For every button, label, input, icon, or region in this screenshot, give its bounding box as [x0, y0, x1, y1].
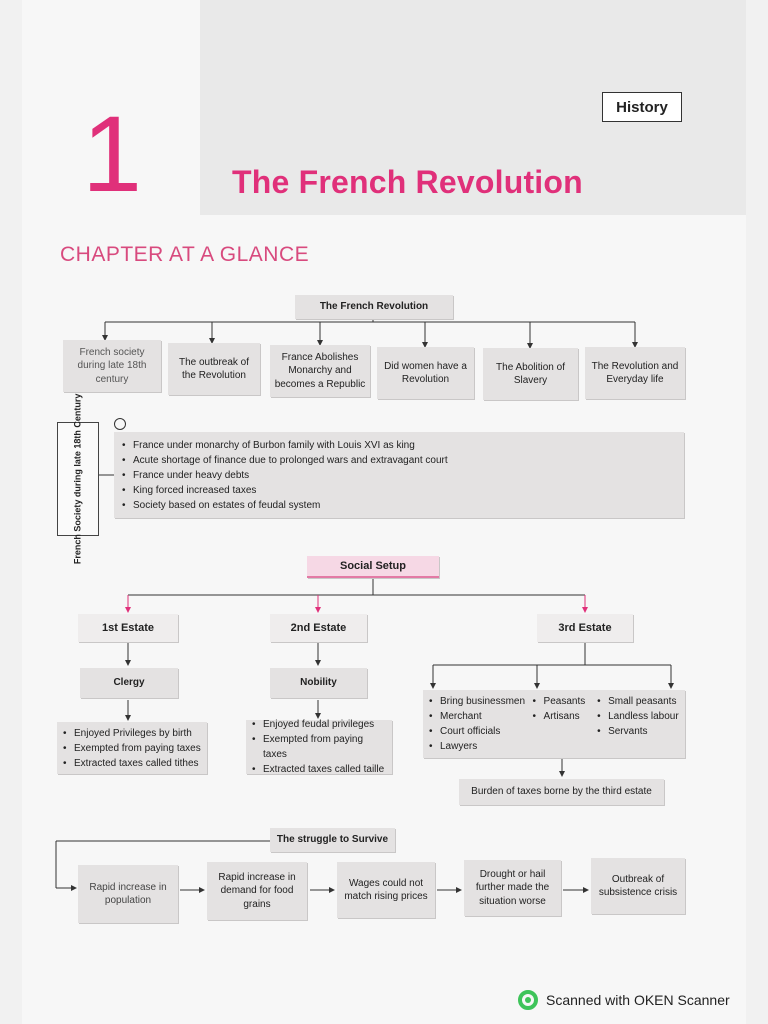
third-estate-groups: [423, 690, 685, 758]
list-item: • Exempted from paying taxes: [63, 741, 201, 756]
list-item: • Merchant: [429, 709, 527, 724]
topic-node: The Revolution and Everyday life: [585, 347, 685, 399]
chapter-title: The French Revolution: [232, 164, 583, 200]
list-item: • Artisans: [533, 709, 592, 724]
circle-marker-icon: [114, 418, 126, 430]
root-node: The French Revolution: [295, 295, 453, 319]
list-item: • Enjoyed feudal privileges: [252, 717, 388, 732]
list-item: • Bring businessmen: [429, 694, 527, 709]
french-society-label: French Society during late 18th Century: [57, 422, 99, 536]
list-item: • King forced increased taxes: [122, 483, 448, 498]
list-item: • France under monarchy of Burbon family with Louis XVI as king: [122, 438, 448, 453]
scanner-text: Scanned with OKEN Scanner: [546, 992, 730, 1008]
list-item: • Society based on estates of feudal system: [122, 498, 448, 513]
list-item: • Extracted taxes called tithes: [63, 756, 201, 771]
topic-node: French society during late 18th century: [63, 340, 161, 392]
flow-step: Outbreak of subsistence crisis: [591, 858, 685, 914]
flow-step: Rapid increase in demand for food grains: [207, 862, 307, 920]
topic-node: The Abolition of Slavery: [483, 348, 578, 400]
subject-label: History: [602, 92, 682, 122]
topic-node: France Abolishes Monarchy and becomes a Republic: [270, 345, 370, 397]
list-item: • Lawyers: [429, 739, 527, 754]
list-item: • France under heavy debts: [122, 468, 448, 483]
topic-node: The outbreak of the Revolution: [168, 343, 260, 395]
list-item: • Peasants: [533, 694, 592, 709]
clergy-box: Clergy: [80, 668, 178, 698]
scanner-logo-icon: [518, 990, 538, 1010]
french-society-points: [114, 432, 684, 518]
list-item: • Court officials: [429, 724, 527, 739]
list-item: • Servants: [597, 724, 679, 739]
first-estate-label: 1st Estate: [78, 614, 178, 642]
section-heading: CHAPTER AT A GLANCE: [60, 243, 310, 266]
social-setup-title: Social Setup: [307, 556, 439, 578]
chapter-number: 1: [82, 93, 143, 214]
flow-step: Rapid increase in population: [78, 865, 178, 923]
topic-node: Did women have a Revolution: [377, 347, 474, 399]
list-item: • Landless labour: [597, 709, 679, 724]
list-item: • Enjoyed Privileges by birth: [63, 726, 201, 741]
struggle-title: The struggle to Survive: [270, 828, 395, 852]
scanner-watermark: [518, 990, 730, 1010]
flow-step: Wages could not match rising prices: [337, 862, 435, 918]
first-estate-points: [57, 722, 207, 774]
list-item: • Exempted from paying taxes: [252, 732, 388, 762]
tax-burden-box: Burden of taxes borne by the third estate: [459, 779, 664, 805]
flow-step: Drought or hail further made the situation worse: [464, 860, 561, 916]
list-item: • Acute shortage of finance due to prolonged wars and extravagant court: [122, 453, 448, 468]
list-item: • Extracted taxes called taille: [252, 762, 388, 777]
second-estate-label: 2nd Estate: [270, 614, 367, 642]
second-estate-points: [246, 720, 392, 774]
list-item: • Small peasants: [597, 694, 679, 709]
third-estate-label: 3rd Estate: [537, 614, 633, 642]
nobility-box: Nobility: [270, 668, 367, 698]
